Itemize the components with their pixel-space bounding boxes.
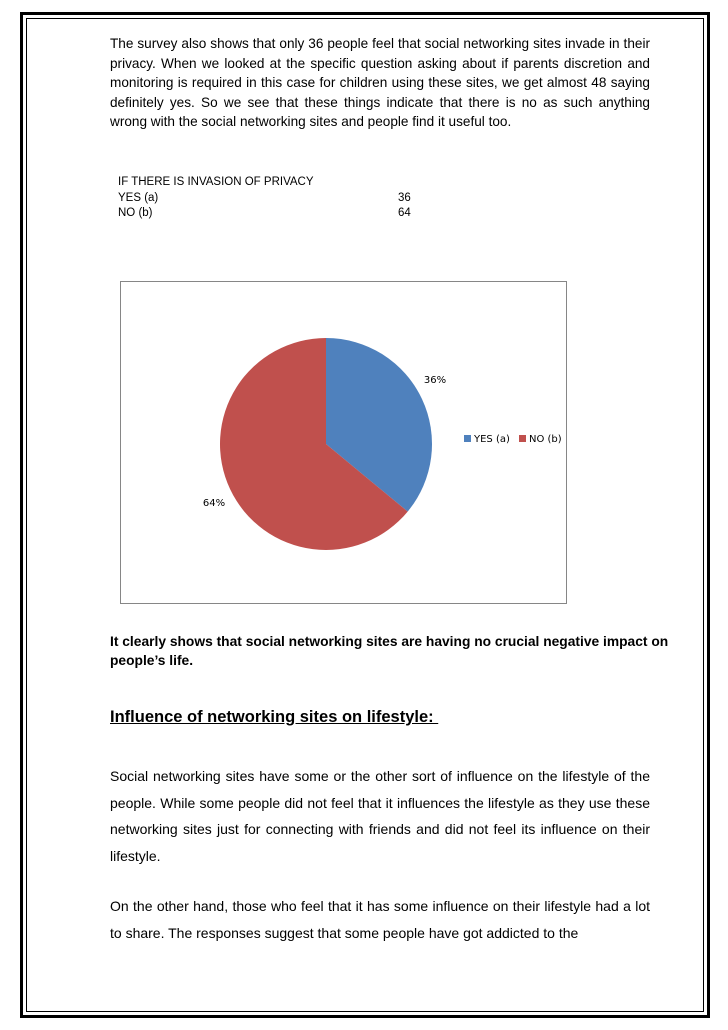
- legend-swatch: [464, 435, 471, 442]
- legend-swatch: [519, 435, 526, 442]
- pie-chart: [121, 282, 568, 605]
- pie-data-label: 36%: [423, 375, 447, 386]
- table-row: [118, 191, 411, 207]
- table-heading: IF THERE IS INVASION OF PRIVACY: [118, 176, 314, 188]
- privacy-table: [118, 175, 411, 222]
- table-row-value: 64: [398, 207, 411, 219]
- pie-data-label: 64%: [202, 498, 226, 509]
- intro-paragraph: The survey also shows that only 36 people feel that social networking sites invade in their privacy. When we looked at the specific question asking about if parents discretion and monitoring is required in this case for children using these sites, we get almost 48 saying definitely yes. So we see that these things indicate that there is no as such anything wrong with the social networking sites and people find it useful too.: [110, 36, 650, 129]
- table-row-value: 36: [398, 191, 411, 204]
- table-row-label: NO (b): [118, 207, 153, 219]
- conclusion-text: It clearly shows that social networking sites are having no crucial negative impact on people’s life.: [110, 634, 669, 668]
- legend-label: NO (b): [529, 434, 562, 445]
- table-row-label: YES (a): [118, 191, 159, 204]
- body-paragraph: Social networking sites have some or the other sort of influence on the lifestyle of the people. While some people did not feel that it influences the lifestyle as they use these networking sites just for connecting with friends and did not feel its influence on their lifestyle.: [110, 768, 650, 864]
- pie-chart-box: [120, 281, 567, 604]
- section-title: Influence of networking sites on lifestyle:: [110, 708, 439, 726]
- legend-label: YES (a): [474, 434, 510, 445]
- table-row: [118, 206, 411, 222]
- body-paragraph: On the other hand, those who feel that it has some influence on their lifestyle had a lot to share. The responses suggest that some people have got addicted to the: [110, 898, 650, 941]
